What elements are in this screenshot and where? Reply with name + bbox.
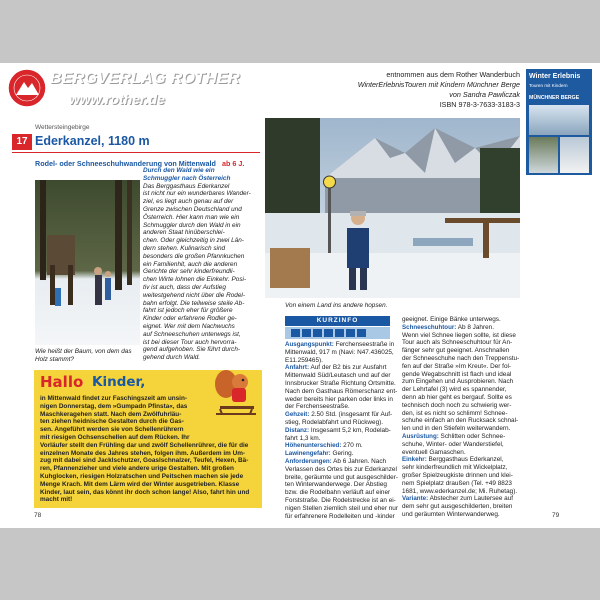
kids-line: zug mit dabei sind Jacklschutzer, Goaslschnalzer, Teufel, Hexen, Bä- [40,457,249,465]
kids-title-hallo: Hallo [40,373,84,391]
kids-line: nigen Donnerstag, dem »Gumpadn Pfinsta«, das [40,402,188,410]
info-line: fahrt 1,3 km. [285,434,321,442]
snowshoe-icon [313,329,322,337]
intro-lead: Schmuggler nach Österreich [143,174,231,182]
info-line: Lawinengefahr: Gering. [285,450,354,458]
excerpt-line-3: von Sandra Pawliczak [449,90,520,99]
kurzinfo-column-2 [402,316,520,519]
info-line: Wenn viel Schnee liegen sollte, ist diese [402,331,516,339]
intro-line: auf Schneeschuhen unterwegs ist, [143,330,241,338]
info-line: eventuell Gamaschen. [402,448,466,456]
kurzinfo-icon-bar [285,327,390,339]
tour-subtitle: Rodel- oder Schneeschuhwanderung von Mittenwald [35,159,216,168]
info-line: Verlassen des Ortes bis zur Ederkanzel [285,465,397,473]
page-number-left: 78 [34,512,42,519]
book-title: Winter Erlebnis [529,73,581,80]
info-line: Einkehr: Berggasthaus Ederkanzel, [402,456,504,464]
kids-line: sen. Angeführt werden sie von Schellenrührern [40,426,184,434]
info-line: len und in den Stiefeln weiterwandern. [402,425,511,433]
rother-logo-icon [7,68,47,108]
info-line: Ausrüstung: Schlitten oder Schnee- [402,432,506,440]
kids-line: Kinder, laut sein, das könnt ihr doch schon lange! Also, fahrt hin und [40,488,250,496]
photo-caption-line: Wie heißt der Baum, von dem das [35,348,132,355]
info-line: Nach dem Gasthaus Römerschanz ent- [285,387,398,395]
info-line: fänger sehr gut geeignet. Anschnallen [402,347,510,355]
book-subtitle: Touren mit Kindern [529,83,568,88]
intro-line: ist nicht nur ein wunderbares Wander- [143,190,251,198]
intro-line: anderen Staat hinüberschlei- [143,229,225,237]
info-label: Distanz: [285,426,310,434]
info-line: dem sehr gut ausgeschilderten, breiten [402,503,513,511]
info-line: der Schneeschuhe nach den Treppenstu- [402,354,520,362]
kids-line: Maschkeragehen statt. Nach dem Zwölfuhrläu- [40,410,182,418]
kurzinfo-header: KURZINFO [285,316,390,326]
intro-line: bahn erfolgt. Die teilweise steile Ab- [143,299,245,307]
kids-line: mit riesigen Ochsenschellen auf dem Rücken. Ihr [40,433,190,441]
info-label: Ausgangspunkt: [285,341,334,348]
tour-title: Ederkanzel, 1180 m [35,134,150,148]
winter-border-photo [265,118,520,298]
info-line: geeignet. Einige Bänke unterwegs. [402,316,501,323]
info-line: Forststraße. Die Rodelstrecke ist an ei- [285,496,396,504]
intro-line: fahrt ist jedoch eher für größere [143,307,233,315]
info-line: weder bereits hier parken oder links in [285,395,393,403]
kids-info-box [34,370,262,508]
intro-line: gend aufgehoben. Sie führt durch- [143,346,240,354]
info-line: Distanz: Insgesamt 5,2 km, Rodelab- [285,426,391,434]
book-cover-photo-small [529,137,558,173]
info-line: der Lehrtafel (3) wird es spannender, [402,386,507,394]
excerpt-line-1: entnommen aus dem Rother Wanderbuch [386,70,520,79]
age-badge: ab 6 J. [222,159,245,168]
intro-line: weitestgehend nicht über die Rodel- [143,291,245,299]
info-line: gende Wegabschnitt ist flach und ideal [402,370,512,378]
info-label: Anforderungen: [285,457,332,465]
info-line: denn ab hier geht es bergauf. Sollte es [402,393,512,401]
page-number-right: 79 [552,512,560,519]
info-label: Einkehr: [402,456,427,464]
excerpt-line-4: ISBN 978-3-7633-3183-3 [439,100,520,109]
hiking-icon [291,329,300,337]
title-rule [12,152,260,153]
info-line: stieg, Rodelabfahrt und Rückweg). [285,418,384,426]
info-line: nigen Stellen ziemlich steil und eher nur [285,504,398,512]
book-region: MÜNCHNER BERGE [529,95,580,101]
info-label: Variante: [402,495,429,503]
info-line: Innsbrucker Straße Richtung Ortsmitte. [285,379,396,387]
info-line: breite, geräumte und gut ausgeschilder- [285,473,398,481]
info-line: sehr kinderfreundlich mit Wickelplatz, [402,464,508,472]
intro-line: besonders die großen Pfannkuchen [143,252,245,260]
info-line: schuhe einfach an den Rucksack schnal- [402,417,519,425]
info-line: Schneeschuhtour: Ab 8 Jahren. [402,323,494,331]
intro-line: Grenze zwischen Deutschland und [143,205,242,213]
tour-number-badge: 17 [12,134,32,150]
info-line: und geräumten Winterwanderweg. [402,510,500,518]
region-label: Wettersteingebirge [35,124,90,131]
info-line: großer Spielzeugkiste drinnen und klei- [402,471,513,479]
info-label: Ausrüstung: [402,432,439,440]
forest-photo [35,180,140,345]
info-label: Anfahrt: [285,364,310,372]
intro-line: dern stehen. Kulinarisch sind [143,244,226,252]
info-label: Schneeschuhtour: [402,323,457,331]
restaurant-icon [335,329,344,337]
intro-lead: Durch den Wald wie ein [143,167,215,174]
book-cover-photo [529,105,589,135]
parking-icon [357,329,366,337]
kids-line: in Mittenwald findet zur Faschingszeit am unsin- [40,395,187,402]
info-line: zum Eingehen und Ausprobieren. Nach [402,378,514,386]
kids-line: Vorläufer stellt den Frühling dar und zwölf Schellenrührer, die für die [40,441,249,449]
info-line: Mittenwald, 917 m (Navi: N47.436025, [285,348,394,356]
publisher-website-link[interactable]: www.rother.de [69,91,165,107]
info-line: fen auf der Straße »Im Kreut«. Der fol- [402,362,512,370]
bus-icon [346,329,355,337]
intro-line: ein Familienhit, auch die anderen [143,260,238,268]
info-line: Ausgangspunkt: Ferchenseestraße in [285,341,395,348]
photo-caption-line: Holz stammt? [35,356,75,363]
intro-line: Kinder oder erfahrene Rodler ge- [143,315,237,323]
kids-line: macht mit! [40,496,73,504]
info-line: Gehzeit: 2.50 Std. (insgesamt für Auf- [285,411,393,419]
intro-line: chen Wirte lohnen die Einkehr. Posi- [143,276,247,284]
info-line: E11.259465). [285,356,323,364]
info-line: ten Winterwanderwege. Der Abstieg [285,481,387,489]
kids-line: einzelnen Monate des Jahres stehen, folgen ihm. Außerdem im Um- [40,449,246,457]
intro-line: gehend durch Wald. [143,354,201,362]
intro-line: Gerichte der sehr kinderfreundli- [143,268,235,276]
intro-line: tiv ist auch, dass der Aufstieg [143,283,226,291]
intro-line: ist bei dieser Tour auch hervorra- [143,338,237,346]
right-photo-caption: Von einem Land ins andere hopsen. [285,302,388,309]
excerpt-line-2: WinterErlebnisTouren mit Kindern Münchner Berge [357,80,520,89]
intro-line: Schmuggler durch den Wald in ein [143,221,241,229]
family-icon [324,329,333,337]
sledge-icon [302,329,311,337]
kids-title-kinder: Kinder, [92,374,146,390]
intro-line: ziel, es liegt auch genau auf der [143,198,234,206]
info-line: Mittenwald Süd/Leutasch und auf der [285,372,391,380]
intro-line: Das Berggasthaus Ederkanzel [143,182,230,190]
info-line: Tour auch als Schneeschuhtour für An- [402,339,513,347]
info-line: Variante: Abstecher zum Lautersee auf [402,495,514,503]
info-line: den, ist es nicht so schlimm! Schnee- [402,409,508,417]
kids-line: ten ziehen heidnische Gestalten durch die Gas- [40,418,184,426]
book-cover-photo-small [560,137,589,173]
header-band [0,0,600,63]
info-line: Anfahrt: Auf der B2 bis zur Ausfahrt [285,364,387,372]
publisher-name[interactable]: BERGVERLAG ROTHER [50,70,240,87]
info-label: Höhenunterschied: [285,442,342,450]
kids-line: Kuhglocken, riesigen Holzratschen und Peitschen machen sie jede [40,472,244,480]
info-line: bzw. die Rodelbahn verläuft auf einer [285,489,391,497]
info-line: für erfahrenere Rodelleiten und -kinder [285,512,395,520]
kids-text [40,395,258,504]
intro-column [143,167,261,362]
info-label: Gehzeit: [285,411,310,419]
intro-line: Österreich. Hier kann man wie ein [143,213,240,221]
kids-line: Menge Krach. Mit dem Lärm wird der Winter ausgetrieben. Klasse [40,480,240,488]
info-label: Lawinengefahr: [285,450,331,458]
info-line: nem Spielplatz draußen (Tel. +49 8823 [402,479,512,487]
info-line: technisch doch noch zu schwierig wer- [402,401,512,409]
info-line: Anforderungen: Ab 6 Jahren. Nach [285,457,387,465]
intro-line: chen. Oder gleichzeitig in zwei Län- [143,237,244,245]
info-line: 1681, www.ederkanzel.de; Mi. Ruhetag). [402,487,518,495]
info-line: schuhe, Winter- oder Wanderstiefel, [402,440,504,448]
info-line: Höhenunterschied: 270 m. [285,442,363,450]
intro-line: eignet. Wer mit dem Nachwuchs [143,322,235,330]
brand-divider [50,89,220,90]
kurzinfo-column-1 [285,341,400,520]
kids-line: ren, Pfannenzieher und viele andere urige Gestalten. Mit großen [40,465,234,473]
book-cover-thumbnail[interactable] [525,68,593,176]
info-line: der Ferchenseestraße. [285,403,350,411]
